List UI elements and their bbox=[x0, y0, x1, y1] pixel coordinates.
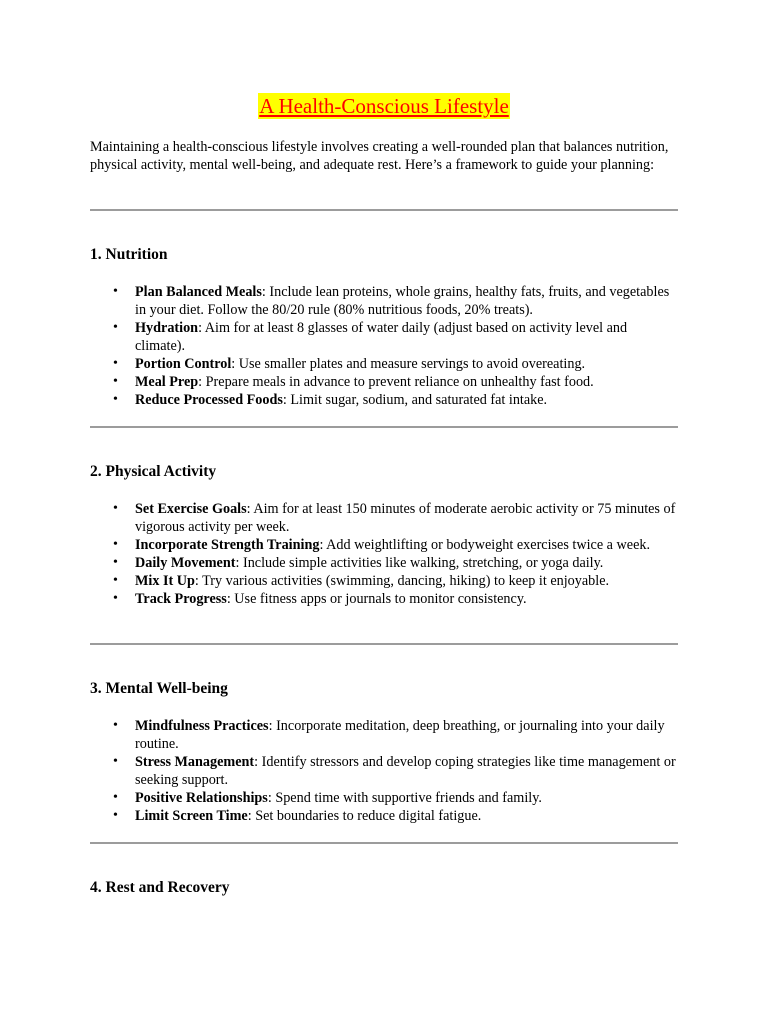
list-item bbox=[90, 500, 678, 536]
item-label: Track Progress bbox=[135, 591, 227, 607]
bullet-icon: • bbox=[113, 392, 118, 407]
item-label: Meal Prep bbox=[135, 374, 199, 390]
section-heading-physical-activity: 2. Physical Activity bbox=[90, 463, 217, 480]
section-heading-mental-well-being: 3. Mental Well-being bbox=[90, 680, 228, 697]
title-container bbox=[90, 93, 678, 119]
item-text: : Prepare meals in advance to prevent reliance on unhealthy fast food. bbox=[198, 374, 594, 390]
bullet-icon: • bbox=[113, 284, 118, 299]
section-divider bbox=[90, 426, 678, 428]
item-label: Reduce Processed Foods bbox=[135, 392, 283, 408]
item-label: Hydration bbox=[135, 320, 199, 336]
bullet-icon: • bbox=[113, 501, 118, 516]
item-label: Stress Management bbox=[135, 754, 255, 770]
list-item bbox=[90, 753, 678, 789]
item-text: : Use fitness apps or journals to monitor consistency. bbox=[226, 591, 527, 607]
list-item bbox=[90, 373, 678, 391]
bullet-icon: • bbox=[113, 754, 118, 769]
list-item bbox=[90, 717, 678, 753]
item-text: : Incorporate meditation, deep breathing, or journaling into your daily routine. bbox=[135, 718, 665, 752]
physical-activity-list bbox=[90, 500, 678, 608]
item-text: : Include lean proteins, whole grains, healthy fats, fruits, and vegetables in your diet. Follow the 80/20 rule (80% nutritious foods, 20% treats). bbox=[135, 284, 670, 318]
item-text: : Aim for at least 150 minutes of moderate aerobic activity or 75 minutes of vigorous activity per week. bbox=[135, 501, 676, 535]
item-label: Daily Movement bbox=[135, 555, 236, 571]
section-divider bbox=[90, 842, 678, 844]
item-label: Mindfulness Practices bbox=[135, 718, 269, 734]
list-item bbox=[90, 536, 678, 554]
item-text: : Use smaller plates and measure servings to avoid overeating. bbox=[231, 356, 586, 372]
list-item bbox=[90, 789, 678, 807]
item-text: : Aim for at least 8 glasses of water daily (adjust based on activity level and climate). bbox=[135, 320, 628, 354]
item-text: : Set boundaries to reduce digital fatigue. bbox=[247, 808, 482, 824]
list-item bbox=[90, 391, 678, 409]
item-label: Portion Control bbox=[135, 356, 232, 372]
item-label: Positive Relationships bbox=[135, 790, 268, 806]
list-item bbox=[90, 355, 678, 373]
bullet-icon: • bbox=[113, 591, 118, 606]
item-label: Plan Balanced Meals bbox=[135, 284, 262, 300]
section-heading-nutrition: 1. Nutrition bbox=[90, 246, 168, 263]
mental-well-being-list bbox=[90, 717, 678, 825]
bullet-icon: • bbox=[113, 374, 118, 389]
list-item bbox=[90, 572, 678, 590]
item-text: : Identify stressors and develop coping strategies like time management or seeking support. bbox=[135, 754, 676, 788]
bullet-icon: • bbox=[113, 356, 118, 371]
list-item bbox=[90, 319, 678, 355]
item-label: Mix It Up bbox=[135, 573, 195, 589]
item-text: : Spend time with supportive friends and family. bbox=[267, 790, 542, 806]
item-label: Set Exercise Goals bbox=[135, 501, 247, 517]
bullet-icon: • bbox=[113, 718, 118, 733]
nutrition-list bbox=[90, 283, 678, 409]
intro-paragraph: Maintaining a health-conscious lifestyle involves creating a well-rounded plan that balances nutrition, physical activity, mental well-being, and adequate rest. Here’s a framework to guide your planning: bbox=[90, 139, 669, 173]
list-item bbox=[90, 807, 678, 825]
item-text: : Add weightlifting or bodyweight exercises twice a week. bbox=[319, 537, 651, 553]
item-label: Incorporate Strength Training bbox=[135, 537, 320, 553]
section-heading-rest-and-recovery: 4. Rest and Recovery bbox=[90, 879, 230, 896]
document-title: A Health-Conscious Lifestyle bbox=[259, 94, 509, 118]
bullet-icon: • bbox=[113, 555, 118, 570]
item-text: : Include simple activities like walking, stretching, or yoga daily. bbox=[235, 555, 604, 571]
item-text: : Limit sugar, sodium, and saturated fat intake. bbox=[282, 392, 548, 408]
section-divider bbox=[90, 209, 678, 211]
section-divider bbox=[90, 643, 678, 645]
bullet-icon: • bbox=[113, 573, 118, 588]
list-item bbox=[90, 283, 678, 319]
item-text: : Try various activities (swimming, dancing, hiking) to keep it enjoyable. bbox=[194, 573, 610, 589]
list-item bbox=[90, 590, 678, 608]
bullet-icon: • bbox=[113, 320, 118, 335]
bullet-icon: • bbox=[113, 808, 118, 823]
bullet-icon: • bbox=[113, 790, 118, 805]
bullet-icon: • bbox=[113, 537, 118, 552]
list-item bbox=[90, 554, 678, 572]
item-label: Limit Screen Time bbox=[135, 808, 248, 824]
